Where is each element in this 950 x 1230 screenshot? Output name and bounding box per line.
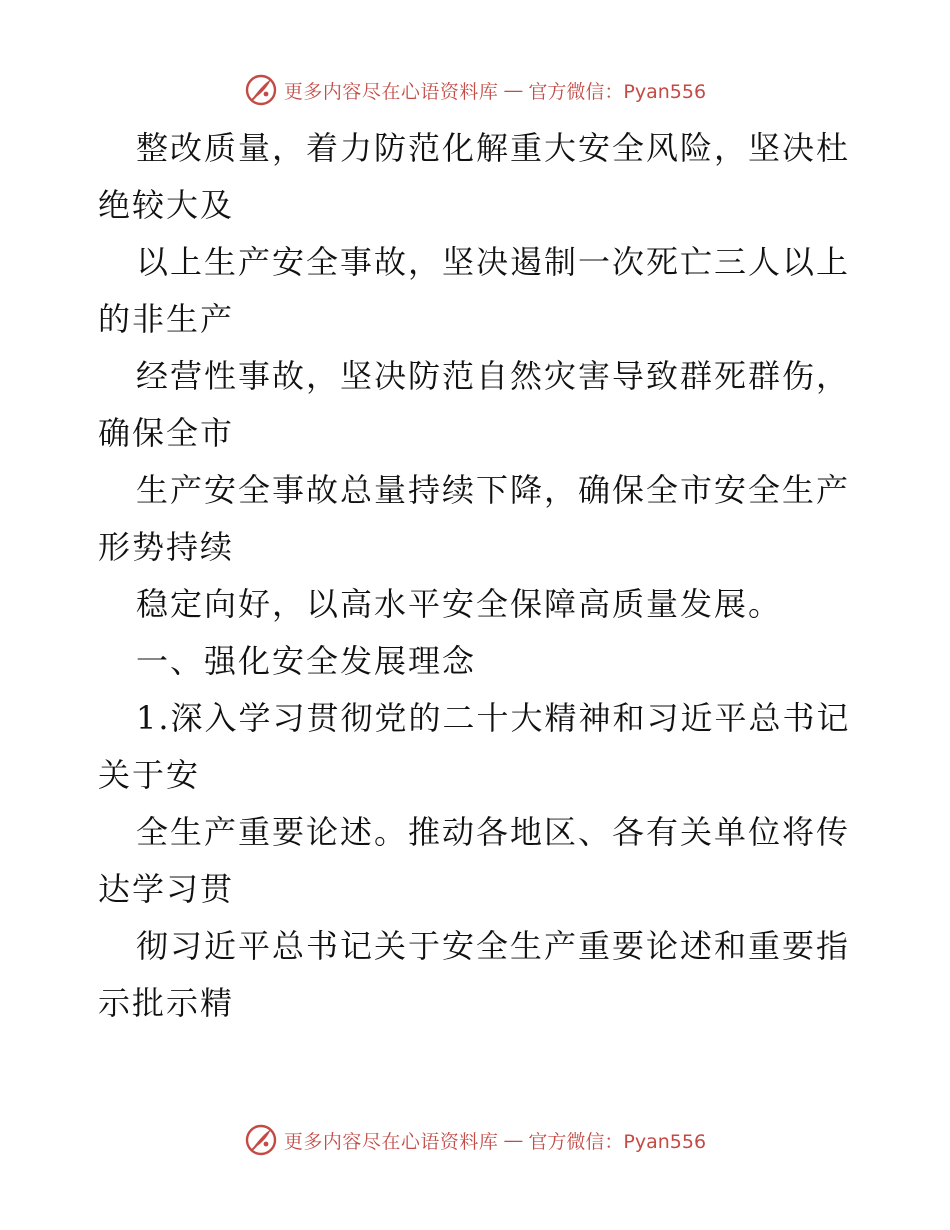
body-line: 整改质量，着力防范化解重大安全风险，坚决杜 [136, 129, 851, 167]
body-line: 形势持续 [98, 528, 235, 566]
body-line: 生产安全事故总量持续下降，确保全市安全生产 [136, 471, 851, 509]
body-line: 1.深入学习贯彻党的二十大精神和习近平总书记 [136, 699, 851, 737]
body-line: 示批示精 [98, 984, 235, 1022]
header-brand-text: 更多内容尽在心语资料库 [283, 80, 499, 103]
header-wechat-text: 官方微信：Pyan556 [528, 80, 707, 103]
footer-wechat-text: 官方微信：Pyan556 [528, 1130, 707, 1153]
body-line: 以上生产安全事故，坚决遏制一次死亡三人以上 [136, 243, 851, 281]
body-line: 确保全市 [98, 414, 235, 452]
body-line: 彻习近平总书记关于安全生产重要论述和重要指 [136, 927, 851, 965]
quill-pen-logo-icon [244, 1123, 278, 1157]
body-line: 达学习贯 [98, 870, 235, 908]
body-line: 稳定向好，以高水平安全保障高质量发展。 [136, 585, 783, 623]
section-heading: 一、强化安全发展理念 [136, 642, 477, 680]
header-dash: — [504, 79, 523, 100]
body-line: 全生产重要论述。推动各地区、各有关单位将传 [136, 813, 851, 851]
footer-dash: — [504, 1129, 523, 1150]
document-body [98, 120, 868, 1032]
quill-pen-logo-icon [244, 73, 278, 107]
body-line: 关于安 [98, 756, 201, 794]
body-line: 的非生产 [98, 300, 235, 338]
footer-brand-text: 更多内容尽在心语资料库 [283, 1130, 499, 1153]
body-line: 经营性事故，坚决防范自然灾害导致群死群伤， [136, 357, 851, 395]
footer-banner [0, 1120, 950, 1160]
body-line: 绝较大及 [98, 186, 235, 224]
header-banner [0, 70, 950, 110]
